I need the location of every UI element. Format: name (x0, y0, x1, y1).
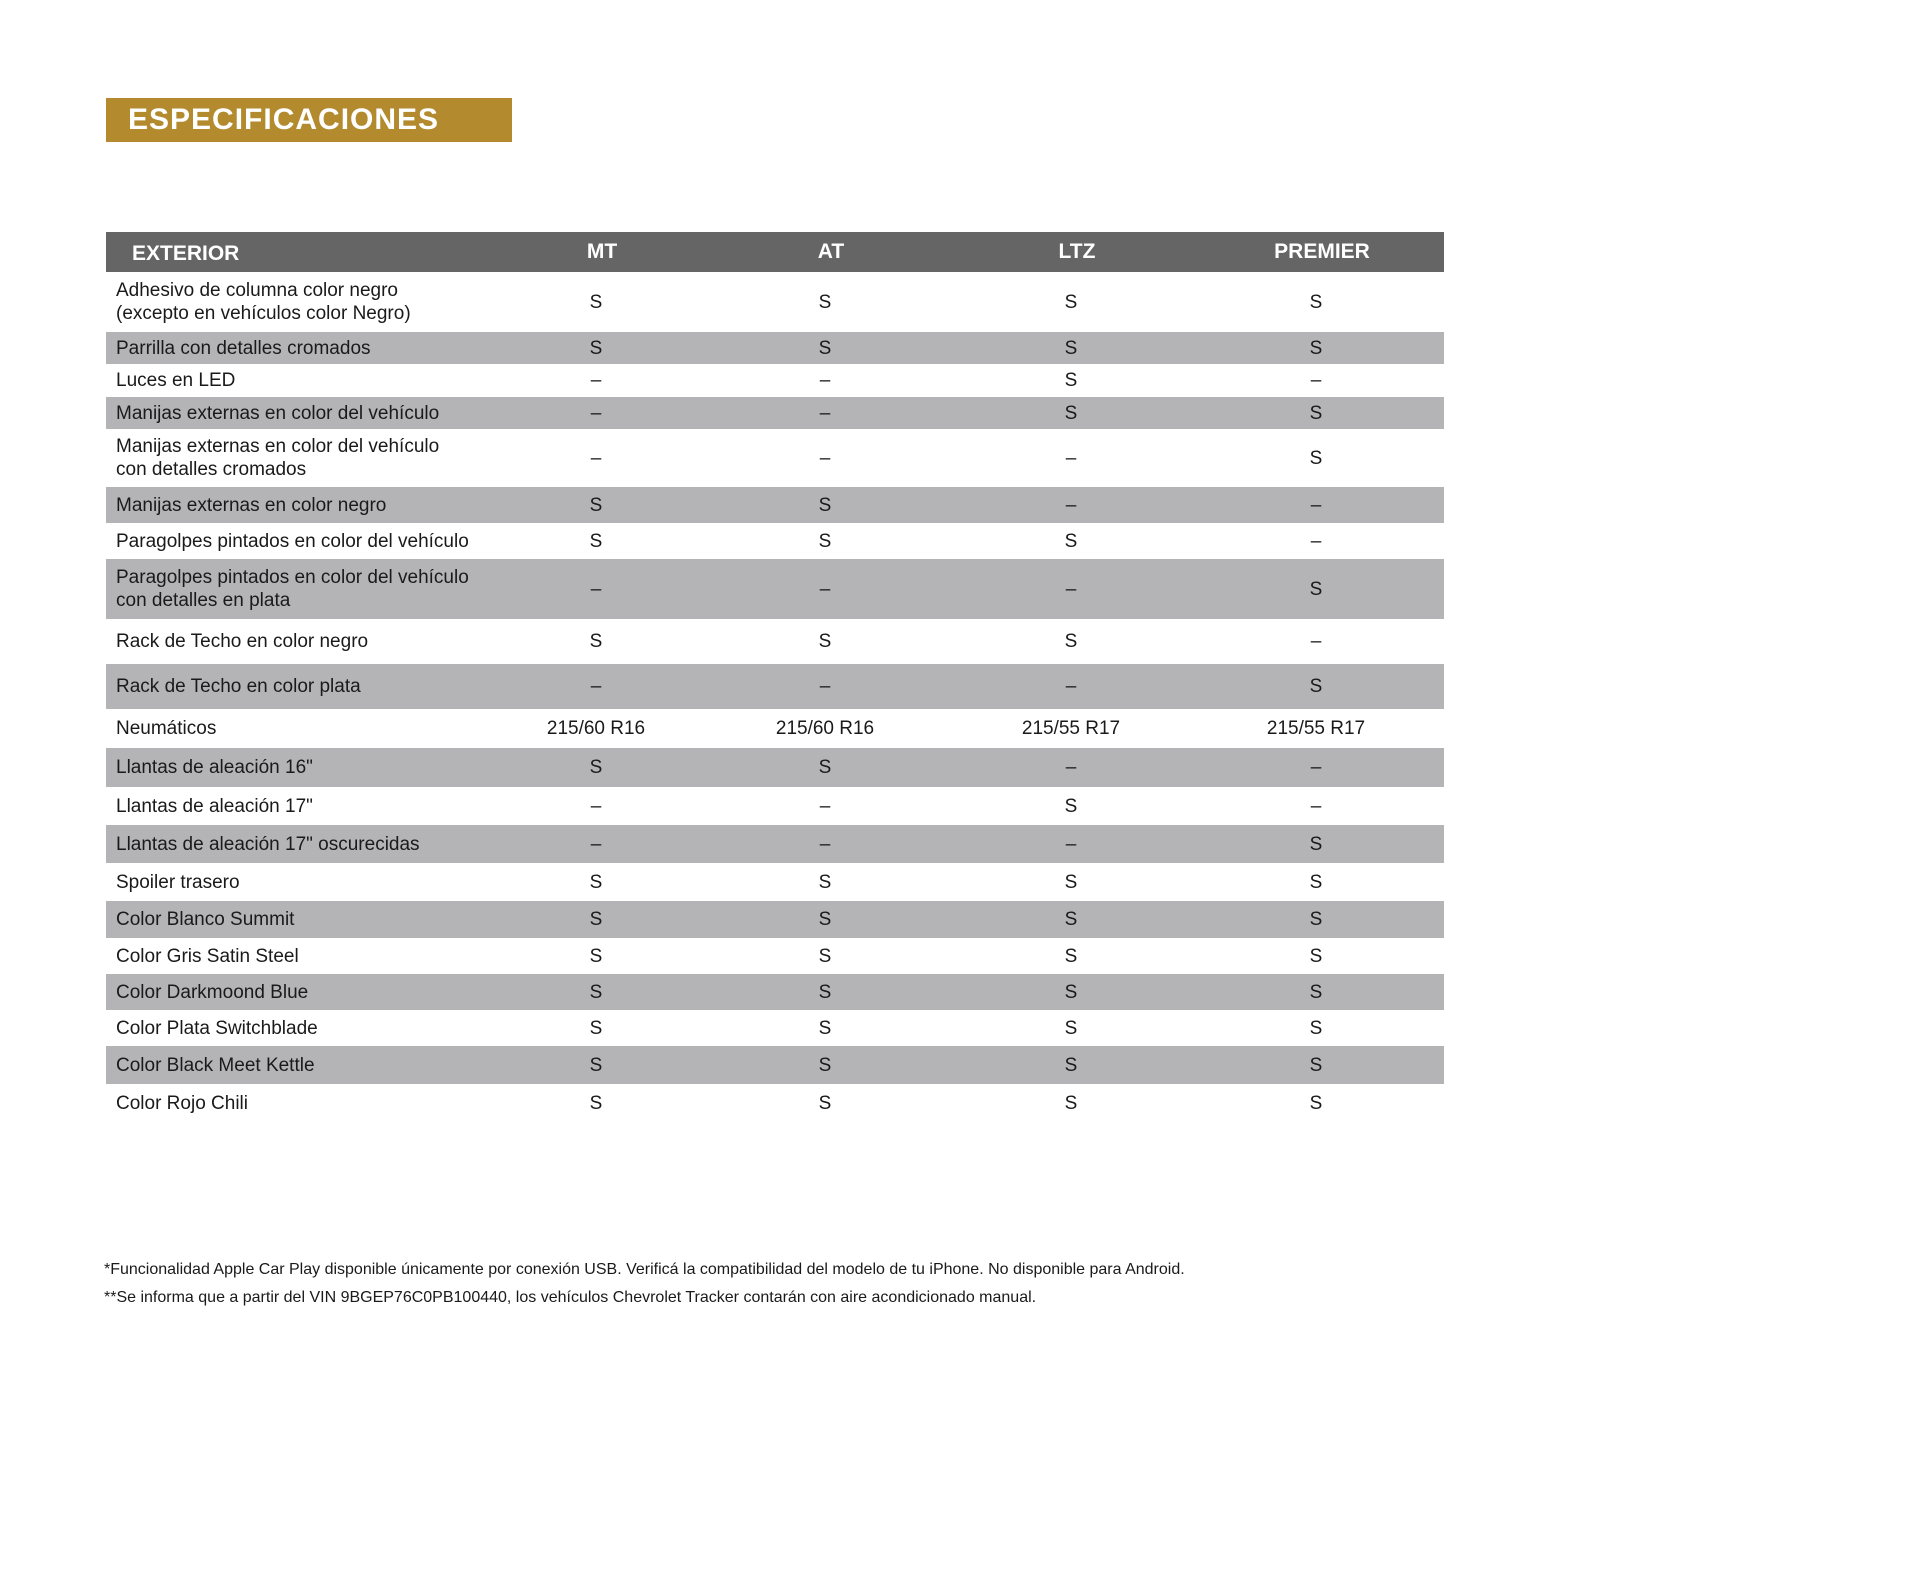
header-exterior: EXTERIOR (106, 232, 496, 272)
row-value: S (708, 974, 954, 1010)
row-value: – (819, 795, 831, 817)
row-value: S (1200, 559, 1444, 619)
row-label: Color Rojo Chili (116, 1093, 248, 1114)
row-value: – (954, 664, 1200, 709)
row-value: S (589, 945, 603, 967)
row-value: S (496, 748, 708, 787)
row-value: S (818, 530, 832, 552)
row-value: S (708, 487, 954, 523)
row-value: S (1064, 370, 1078, 391)
row-value: – (954, 748, 1200, 787)
row-label: Llantas de aleación 17" oscurecidas (106, 825, 496, 863)
row-label: Luces en LED (116, 370, 236, 391)
row-value: – (590, 370, 602, 391)
row-value: S (708, 901, 954, 938)
row-value: S (818, 871, 832, 893)
row-value: – (496, 397, 708, 429)
row-value: 215/55 R17 (1266, 718, 1366, 739)
section-title-banner: ESPECIFICACIONES (106, 98, 512, 142)
row-value: S (818, 945, 832, 967)
table-row (106, 664, 1444, 709)
row-value: – (819, 370, 831, 391)
row-value: 215/55 R17 (1021, 718, 1121, 739)
row-value: S (1309, 945, 1323, 967)
row-value: – (708, 559, 954, 619)
row-label: Color Plata Switchblade (116, 1017, 318, 1039)
row-value: S (1064, 945, 1078, 967)
row-value: S (818, 1017, 832, 1039)
row-value: S (1064, 795, 1078, 817)
row-value: – (496, 664, 708, 709)
row-value: – (708, 825, 954, 863)
row-value: – (590, 795, 602, 817)
row-value: S (1200, 664, 1444, 709)
table-header-row (106, 232, 1444, 272)
footnote-1: *Funcionalidad Apple Car Play disponible únicamente por conexión USB. Verificá la compatibilidad del modelo de tu iPhone. No disponible para Android. (104, 1261, 1185, 1278)
row-label: Manijas externas en color del vehículo (106, 397, 496, 429)
row-value: S (1309, 1093, 1323, 1114)
row-value: S (496, 487, 708, 523)
row-value: S (708, 332, 954, 364)
footnotes (104, 1256, 1604, 1312)
table-row (106, 863, 1444, 901)
row-value: S (954, 901, 1200, 938)
table-row (106, 487, 1444, 523)
row-value: S (818, 291, 832, 313)
table-row (106, 748, 1444, 787)
row-value: – (1200, 748, 1444, 787)
row-value: S (954, 397, 1200, 429)
row-value: S (708, 1046, 954, 1084)
row-value: S (1064, 631, 1078, 652)
table-row (106, 709, 1444, 748)
row-label: Spoiler trasero (116, 871, 240, 893)
row-value: S (954, 332, 1200, 364)
row-value: S (954, 1046, 1200, 1084)
row-label: Color Black Meet Kettle (106, 1046, 496, 1084)
row-value: – (708, 664, 954, 709)
table-row (106, 1046, 1444, 1084)
row-value: S (1309, 291, 1323, 313)
table-row (106, 619, 1444, 664)
row-value: S (496, 974, 708, 1010)
row-value: S (1200, 332, 1444, 364)
row-value: S (589, 631, 603, 652)
table-row (106, 559, 1444, 619)
header-at: AT (708, 232, 954, 272)
row-value: – (496, 825, 708, 863)
row-value: – (954, 559, 1200, 619)
row-value: – (1065, 447, 1077, 469)
row-value: S (496, 332, 708, 364)
row-value: S (496, 901, 708, 938)
row-label: Manijas externas en color negro (106, 487, 496, 523)
table-row (106, 974, 1444, 1010)
table-row (106, 1084, 1444, 1123)
row-value: S (1064, 530, 1078, 552)
row-value: S (818, 1093, 832, 1114)
row-label: Paragolpes pintados en color del vehículo (116, 530, 469, 552)
row-value: S (1064, 1093, 1078, 1114)
row-value: S (589, 291, 603, 313)
table-row (106, 1010, 1444, 1046)
row-value: S (818, 631, 832, 652)
row-value: S (1309, 1017, 1323, 1039)
table-row (106, 272, 1444, 332)
header-mt: MT (496, 232, 708, 272)
row-value: – (496, 559, 708, 619)
table-row (106, 523, 1444, 559)
spec-table (106, 232, 1444, 1123)
table-row (106, 787, 1444, 825)
row-value: S (589, 871, 603, 893)
row-value: S (589, 1093, 603, 1114)
footnote-2: **Se informa que a partir del VIN 9BGEP76C0PB100440, los vehículos Chevrolet Tracker contarán con aire acondicionado manual. (104, 1289, 1037, 1306)
row-value: S (589, 1017, 603, 1039)
row-value: – (1310, 631, 1322, 652)
row-label: Adhesivo de columna color negro (excepto en vehículos color Negro) (116, 280, 411, 324)
row-value: 215/60 R16 (775, 718, 875, 739)
table-row (106, 901, 1444, 938)
row-value: 215/60 R16 (546, 718, 646, 739)
row-value: S (954, 974, 1200, 1010)
row-value: – (954, 487, 1200, 523)
row-value: S (1309, 871, 1323, 893)
row-label: Color Darkmoond Blue (106, 974, 496, 1010)
row-label: Parrilla con detalles cromados (106, 332, 496, 364)
header-ltz: LTZ (954, 232, 1200, 272)
table-row (106, 825, 1444, 863)
row-value: – (1310, 370, 1322, 391)
row-value: S (1200, 397, 1444, 429)
table-row (106, 938, 1444, 974)
row-value: S (589, 530, 603, 552)
row-label: Rack de Techo en color plata (106, 664, 496, 709)
row-label: Color Blanco Summit (106, 901, 496, 938)
row-label: Color Gris Satin Steel (116, 945, 299, 967)
spec-table-body (106, 272, 1444, 1123)
row-value: S (1064, 291, 1078, 313)
row-value: – (819, 447, 831, 469)
row-value: – (708, 397, 954, 429)
row-value: S (1200, 901, 1444, 938)
row-label: Rack de Techo en color negro (116, 631, 369, 652)
row-value: S (1200, 825, 1444, 863)
row-label: Paragolpes pintados en color del vehículo con detalles en plata (106, 559, 496, 619)
row-label: Llantas de aleación 16" (106, 748, 496, 787)
row-value: – (1310, 530, 1322, 552)
row-value: S (1064, 1017, 1078, 1039)
row-value: S (496, 1046, 708, 1084)
row-value: S (708, 748, 954, 787)
row-label: Manijas externas en color del vehículo con detalles cromados (116, 436, 440, 480)
row-value: – (1200, 487, 1444, 523)
table-row (106, 332, 1444, 364)
table-row (106, 364, 1444, 397)
row-value: S (1064, 871, 1078, 893)
row-value: – (954, 825, 1200, 863)
header-premier: PREMIER (1200, 232, 1444, 272)
row-value: S (1309, 447, 1323, 469)
row-value: – (590, 447, 602, 469)
table-row (106, 397, 1444, 429)
row-value: – (1310, 795, 1322, 817)
row-label: Llantas de aleación 17" (116, 795, 313, 817)
table-row (106, 429, 1444, 487)
row-value: S (1200, 1046, 1444, 1084)
row-label: Neumáticos (116, 718, 217, 739)
row-value: S (1200, 974, 1444, 1010)
